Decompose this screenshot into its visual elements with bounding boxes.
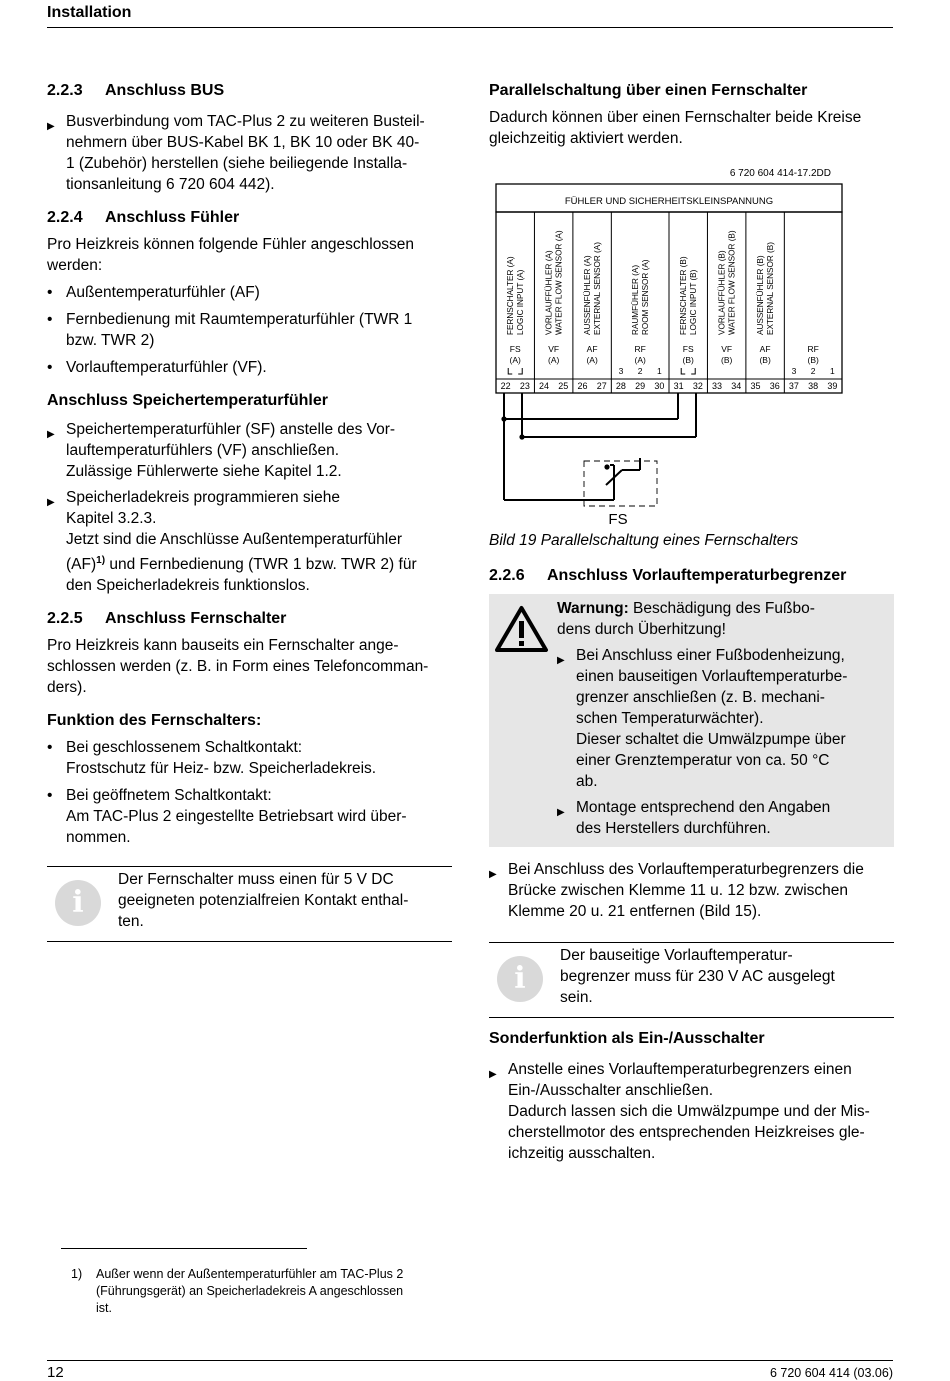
list-item (47, 282, 452, 303)
text-line: nehmern über BUS-Kabel BK 1, BK 10 oder BK 40- (66, 134, 420, 151)
terminal-number: 28 (615, 381, 626, 391)
sonder-instruction (489, 1059, 894, 1164)
column-circuit: (A) (547, 355, 560, 365)
dot-bullet-icon: • (47, 739, 53, 757)
info-icon: i (55, 880, 101, 926)
text-line: Jetzt sind die Anschlüsse Außentemperaturfühler (66, 531, 403, 548)
sonder-heading: Sonderfunktion als Ein-/Ausschalter (489, 1030, 765, 1047)
column-abbr: RF (807, 344, 819, 354)
pin-number: 3 (618, 366, 624, 376)
pin-number: 2 (637, 366, 643, 376)
column-label-de: VORLAUFFÜHLER (B) (717, 250, 727, 335)
column-circuit: (A) (634, 355, 646, 365)
speicher-heading: Anschluss Speichertemperaturfühler (47, 392, 328, 409)
section-number: 2.2.3 (47, 82, 83, 99)
terminal-number: 27 (596, 381, 607, 391)
text-line: nommen. (66, 829, 131, 847)
arrow-bullet-icon: ▶ (47, 497, 55, 508)
terminal-number: 39 (827, 381, 838, 391)
text-line: werden: (47, 257, 103, 274)
text-line: den Speicherladekreis funktionslos. (66, 577, 310, 595)
junction-dot (604, 464, 609, 469)
switch-symbol-icon (508, 368, 522, 374)
terminal-number: 37 (788, 381, 799, 391)
text-line: Vorlauftemperaturfühler (VF). (66, 359, 267, 376)
text-line: Klemme 20 u. 21 entfernen (Bild 15). (508, 903, 762, 920)
arrow-bullet-icon: ▶ (47, 429, 55, 440)
text-line: Kapitel 3.2.3. (66, 510, 157, 527)
text-line: Am TAC-Plus 2 eingestellte Betriebsart wird über- (66, 808, 407, 826)
warning-label: Warnung: (557, 600, 629, 617)
pin-number: 3 (791, 366, 797, 376)
left-column (47, 80, 452, 942)
info-note (489, 942, 894, 1018)
list-item (47, 785, 452, 848)
text-line: grenzer anschließen (z. B. mechani- (576, 689, 825, 706)
terminal-number: 23 (519, 381, 530, 391)
warning-instruction-1 (557, 645, 889, 792)
junction-dot (501, 416, 506, 421)
column-label-de: AUSSENFÜHLER (A) (583, 255, 593, 335)
terminal-number: 33 (712, 381, 723, 391)
pin-number: 1 (830, 366, 835, 376)
diagram-top-label: FÜHLER UND SICHERHEITSKLEINSPANNUNG (564, 196, 774, 207)
speicher-instruction-1 (47, 419, 452, 482)
text-line: Pro Heizkreis kann bauseits ein Fernschalter ange- (47, 637, 399, 655)
warning-instruction-2 (557, 797, 889, 839)
right-column-lower (489, 532, 894, 1164)
column-label-en: LOGIC INPUT (A) (516, 269, 526, 335)
right-column (489, 80, 894, 149)
text-line: Anstelle eines Vorlauftemperaturbegrenzers einen (508, 1061, 852, 1078)
terminal-number: 29 (635, 381, 646, 391)
parallel-text (489, 107, 894, 149)
text-line: Speicherladekreis programmieren siehe (66, 489, 340, 506)
text-line: lauftemperaturfühlers (VF) anschließen. (66, 442, 340, 459)
text-line: Zulässige Fühlerwerte siehe Kapitel 1.2. (66, 463, 342, 480)
text-line: Busverbindung vom TAC-Plus 2 zu weiteren Busteil- (66, 113, 425, 130)
terminal-number: 22 (500, 381, 511, 391)
column-label-en: EXTERNAL SENSOR (B) (766, 242, 776, 335)
text-line: Der Fernschalter muss einen für 5 V DC (118, 871, 394, 889)
section-number: 2.2.6 (489, 567, 525, 584)
document-code: 6 720 604 414 (03.06) (769, 1366, 893, 1380)
text-line: Dieser schaltet die Umwälzpumpe über (576, 731, 846, 748)
pin-number: 1 (657, 366, 662, 376)
switch-label: FS (608, 511, 628, 528)
text-line: Frostschutz für Heiz- bzw. Speicherladekreis. (66, 760, 377, 778)
arrow-bullet-icon: ▶ (557, 807, 565, 818)
section-title: Anschluss Fühler (105, 209, 240, 226)
text-line: Ein-/Ausschalter anschließen. (508, 1082, 714, 1099)
column-abbr: FS (682, 344, 694, 354)
column-label-en: ROOM SENSOR (A) (641, 259, 651, 335)
footnote-ref[interactable]: 1) (96, 555, 106, 566)
column-abbr: FS (509, 344, 521, 354)
text-line: 1 (Zubehör) herstellen (siehe beiliegende Installa- (66, 155, 408, 172)
section-2-2-6-heading (489, 565, 894, 587)
terminal-number: 26 (577, 381, 588, 391)
text-line: Bei geöffnetem Schaltkontakt: (66, 787, 272, 805)
footer-rule (47, 1360, 893, 1361)
text-line: begrenzer muss für 230 V AC ausgelegt (560, 968, 835, 985)
section-number: 2.2.4 (47, 209, 83, 226)
text-line: Dadurch können über einen Fernschalter beide Kreise (489, 109, 862, 126)
dot-bullet-icon: • (47, 284, 53, 301)
text-line: Außentemperaturfühler (AF) (66, 284, 260, 301)
section-title: Anschluss Fernschalter (105, 610, 287, 628)
text-line: bzw. TWR 2) (66, 332, 155, 349)
text-line: schen Temperaturwächter). (576, 710, 764, 727)
funktion-heading: Funktion des Fernschalters: (47, 712, 262, 730)
figure-caption: Bild 19 Parallelschaltung eines Fernschalters (489, 532, 799, 549)
wires (504, 393, 696, 500)
list-item (47, 357, 452, 378)
column-label-de: AUSSENFÜHLER (B) (756, 255, 766, 335)
section-title: Anschluss Vorlauftemperaturbegrenzer (547, 567, 847, 584)
switch-symbol-icon (681, 368, 695, 374)
terminal-number: 35 (750, 381, 761, 391)
column-label-en: EXTERNAL SENSOR (A) (593, 242, 603, 335)
text-line: des Herstellers durchführen. (576, 820, 771, 837)
junction-dot (519, 434, 524, 439)
terminal-number: 30 (654, 381, 665, 391)
arrow-bullet-icon: ▶ (557, 655, 565, 666)
text-line: Speichertemperaturfühler (SF) anstelle des Vor- (66, 421, 396, 438)
column-circuit: (B) (807, 355, 819, 365)
terminal-number: 32 (692, 381, 703, 391)
text-line: Außer wenn der Außentemperaturfühler am TAC-Plus 2 (96, 1267, 404, 1281)
terminal-number: 31 (673, 381, 684, 391)
terminal-number: 36 (769, 381, 780, 391)
text-line: dens durch Überhitzung! (557, 621, 726, 638)
text-line: schlossen werden (z. B. in Form eines Telefoncomman- (47, 658, 429, 676)
section-number: 2.2.5 (47, 610, 83, 628)
pin-number: 2 (810, 366, 816, 376)
text-line: tionsanleitung 6 720 604 442). (66, 176, 275, 193)
text-line: Bei geschlossenem Schaltkontakt: (66, 739, 303, 757)
dot-bullet-icon: • (47, 787, 53, 805)
text-fragment: und Fernbedienung (TWR 1 bzw. TWR 2) für (105, 556, 417, 574)
terminal-number: 38 (808, 381, 819, 391)
dot-bullet-icon: • (47, 311, 53, 328)
column-abbr: RF (634, 344, 646, 354)
terminal-number: 34 (731, 381, 742, 391)
text-fragment: Beschädigung des Fußbo- (628, 600, 815, 617)
column-circuit: (A) (586, 355, 598, 365)
column-label-de: RAUMFÜHLER (A) (631, 264, 641, 335)
figure-code: 6 720 604 414-17.2DD (729, 168, 831, 179)
column-circuit: (B) (720, 355, 733, 365)
text-line: Bei Anschluss des Vorlauftemperaturbegrenzers die (508, 861, 864, 878)
text-line: cherstellmotor des entsprechenden Heizkreises gle- (508, 1124, 865, 1141)
footnote-number: 1) (71, 1267, 83, 1281)
vtb-instruction (489, 859, 894, 922)
text-line: Fernbedienung mit Raumtemperaturfühler (TWR 1 (66, 311, 413, 328)
section-2-2-3-heading (47, 80, 452, 102)
column-circuit: (B) (682, 355, 694, 365)
arrow-bullet-icon: ▶ (47, 121, 55, 132)
text-line: (Führungsgerät) an Speicherladekreis A angeschlossen (96, 1284, 404, 1298)
column-abbr: AF (759, 344, 771, 354)
fuehler-intro (47, 234, 452, 276)
section-2-2-5-heading (47, 608, 452, 630)
header-title: Installation (47, 4, 132, 21)
list-item (47, 309, 452, 351)
fern-intro (47, 635, 452, 698)
text-line: geeigneten potenzialfreien Kontakt enthal- (118, 892, 409, 910)
column-circuit: (A) (509, 355, 521, 365)
column-circuit: (B) (759, 355, 771, 365)
bus-instruction (47, 111, 452, 195)
arrow-bullet-icon: ▶ (489, 869, 497, 880)
column-label-de: FERNSCHALTER (B) (679, 256, 689, 335)
terminal-number: 25 (558, 381, 569, 391)
text-line: ist. (96, 1301, 112, 1315)
section-title: Anschluss BUS (105, 82, 225, 99)
column-label-de: VORLAUFFÜHLER (A) (544, 250, 554, 335)
text-line: Pro Heizkreis können folgende Fühler angeschlossen (47, 236, 415, 253)
text-line: ten. (118, 913, 144, 931)
column-label-en: WATER FLOW SENSOR (B) (727, 230, 737, 335)
terminal-columns (496, 212, 842, 393)
column-abbr: AF (586, 344, 598, 354)
text-line: einen bauseitigen Vorlauftemperaturbe- (576, 668, 848, 685)
page-number: 12 (47, 1364, 64, 1381)
text-line (66, 550, 452, 575)
text-line: Der bauseitige Vorlauftemperatur- (560, 947, 793, 964)
text-line: sein. (560, 989, 593, 1006)
speicher-instruction-2 (47, 487, 452, 596)
text-line: gleichzeitig aktiviert werden. (489, 130, 683, 147)
text-fragment: (AF) (66, 556, 97, 574)
warning-triangle-icon (494, 605, 549, 653)
footnote-rule (61, 1248, 307, 1249)
section-2-2-4-heading (47, 207, 452, 229)
text-line: Dadurch lassen sich die Umwälzpumpe und der Mis- (508, 1103, 870, 1120)
arrow-bullet-icon: ▶ (489, 1069, 497, 1080)
text-line: Bei Anschluss einer Fußbodenheizung, (576, 647, 845, 664)
column-label-en: WATER FLOW SENSOR (A) (554, 230, 564, 335)
warning-box (489, 594, 894, 847)
wiring-diagram (489, 165, 845, 530)
terminal-number: 24 (539, 381, 550, 391)
footnote-text (96, 1266, 436, 1317)
parallel-heading: Parallelschaltung über einen Fernschalter (489, 82, 808, 99)
column-abbr: VF (548, 344, 560, 354)
header-rule (47, 27, 893, 28)
text-line: ichzeitig ausschalten. (508, 1145, 656, 1162)
info-icon: i (497, 956, 543, 1002)
text-line: einer Grenztemperatur von ca. 50 °C (576, 752, 830, 769)
column-abbr: VF (721, 344, 733, 354)
list-item (47, 737, 452, 779)
info-note (47, 866, 452, 942)
column-label-de: FERNSCHALTER (A) (506, 256, 516, 335)
text-line: ders). (47, 679, 87, 697)
dot-bullet-icon: • (47, 359, 53, 376)
text-line: Montage entsprechend den Angaben (576, 799, 831, 816)
column-label-en: LOGIC INPUT (B) (689, 269, 699, 335)
text-line: Brücke zwischen Klemme 11 u. 12 bzw. zwischen (508, 882, 849, 899)
text-line: ab. (576, 773, 598, 790)
warning-title (557, 598, 889, 619)
